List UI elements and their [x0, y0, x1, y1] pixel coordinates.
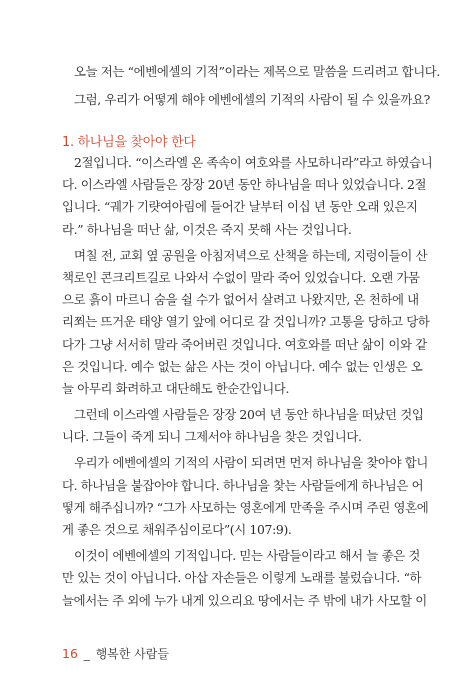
page-number: 16 — [62, 646, 78, 661]
body-text — [62, 152, 433, 616]
footer-separator: _ — [83, 647, 90, 661]
text-line: 떻게 해주십니까? “그가 사모하는 영혼에게 만족을 주시며 주린 영혼에 — [62, 499, 429, 515]
paragraph — [62, 245, 430, 400]
book-title: 행복한 사람들 — [95, 647, 169, 661]
text-line: 책로인 콘크리트길로 나와서 수없이 말라 죽어 있었습니다. 오랜 가뭄 — [62, 269, 420, 285]
text-line: 며칠 전, 교회 옆 공원을 아침저녁으로 산책을 하는데, 지렁이들이 산 — [74, 247, 428, 263]
section-heading: 1. 하나님을 찾아야 한다 — [62, 135, 196, 150]
paragraph — [62, 404, 424, 448]
text-line: 다. 하나님을 붙잡아야 합니다. 하나님을 찾는 사람들에게 하나님은 어 — [62, 477, 424, 493]
text-line: 다가 그냥 서서히 말라 죽어버린 것입니다. 여호와를 떠난 삶이 이와 같 — [62, 336, 427, 352]
text-line: 다. 이스라엘 사람들은 장장 20년 동안 하나님을 떠나 있었습니다. 2절 — [62, 177, 427, 193]
text-line: 게 좋은 것으로 채워주심이로다”(시 107:9). — [62, 522, 292, 537]
text-line: 그런데 이스라엘 사람들은 장장 20여 년 동안 하나님을 떠났던 것입 — [74, 407, 424, 423]
text-line: 이것이 에벤에셀의 기적입니다. 믿는 사람들이라고 해서 늘 좋은 것 — [74, 548, 421, 564]
paragraph — [62, 452, 429, 541]
paragraph — [62, 545, 427, 612]
text-line: 우리가 에벤에셀의 기적의 사람이 되려면 먼저 하나님을 찾아야 합니 — [74, 455, 429, 471]
text-line: 늘 아무리 화려하고 대단해도 한순간입니다. — [62, 380, 290, 396]
intro-line: 그럼, 우리가 어떻게 해야 에벤에셀의 기적의 사람이 될 수 있을까요? — [74, 92, 430, 107]
page-footer — [62, 645, 169, 662]
paragraph — [62, 152, 433, 241]
text-line: 으로 흙이 마르니 숨을 쉴 수가 없어서 살려고 나왔지만, 온 천하에 내 — [62, 292, 419, 308]
text-line: 만 있는 것이 아닙니다. 아삽 자손들은 이렇게 노래를 불렀습니다. “하 — [62, 570, 422, 586]
text-line: 라.” 하나님을 떠난 삶, 이것은 죽지 못해 사는 것입니다. — [62, 221, 352, 237]
text-line: 늘에서는 주 외에 누가 내게 있으리요 땅에서는 주 밖에 내가 사모할 이 — [62, 592, 427, 608]
text-line: 은 것입니다. 예수 없는 삶은 사는 것이 아닙니다. 예수 없는 인생은 오 — [62, 358, 423, 374]
intro-line: 오늘 저는 “에벤에셀의 기적”이라는 제목으로 말씀을 드리려고 합니다. — [74, 64, 441, 79]
text-line: 리쬐는 뜨거운 태양 열기 앞에 어디로 갈 것입니까? 고통을 당하고 당하 — [62, 314, 430, 330]
text-line: 니다. 그들이 죽게 되니 그제서야 하나님을 찾은 것입니다. — [62, 429, 362, 445]
text-line: 입니다. “궤가 기럇여아림에 들어간 날부터 이십 년 동안 오래 있은지 — [62, 199, 418, 215]
intro-block — [62, 62, 441, 118]
text-line: 2절입니다. “이스라엘 온 족속이 여호와를 사모하니라”라고 하였습니 — [74, 155, 433, 170]
